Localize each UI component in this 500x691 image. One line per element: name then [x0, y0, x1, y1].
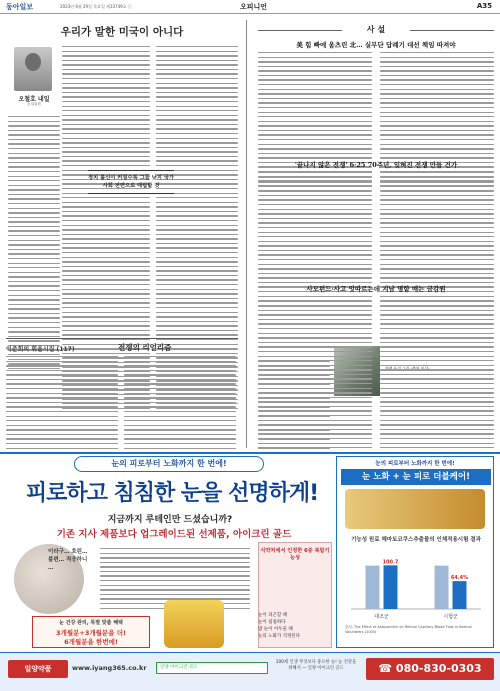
- checklist-item: 눈이 침침하다: [258, 620, 286, 625]
- product-package-image: [164, 600, 224, 648]
- ad-subheadline: 지금까지 루테인만 드셨습니까?: [107, 515, 233, 525]
- section-name: 오피니언: [240, 3, 268, 11]
- chart-bar: [453, 581, 467, 609]
- editorial-headline-1: 美 힘 빠에 움츠린 北… 실무단 답례기 대선 책임 따져야: [296, 41, 456, 49]
- chart-title: 기능성 원료 헤마토코쿠스추출물의 인체적용시험 결과: [351, 537, 481, 543]
- editorial-headline-2: '끝나지 않은 전쟁' 6·25 70주년, 잊혀진 전쟁 만들 건가: [294, 161, 458, 169]
- ad-feature-title: 식약처에서 인정한 6중 복합기능성: [260, 548, 330, 561]
- paper-name: 동아일보: [6, 3, 34, 11]
- ad-side-tagline: 눈의 피로부터 노화까지 한 번에!: [375, 461, 455, 467]
- ad-top-banner: 눈의 피로부터 노화까지 한 번에!: [74, 456, 264, 472]
- masthead: [0, 0, 500, 14]
- poem-series: 이준희의 휘울시집 (117): [6, 346, 75, 353]
- brand-url[interactable]: www.iyang365.co.kr: [72, 664, 147, 672]
- chart-data-label: 100.7: [382, 559, 399, 566]
- divider: [6, 338, 238, 339]
- ad-side-headline: 눈 노화 + 눈 피로 더블케어!: [341, 469, 491, 485]
- ad-checklist: [258, 612, 332, 640]
- issue-date: 2023년 6월 29일 목요일 제33749호 ⓒ: [60, 4, 132, 9]
- editorial-headline-3: 사모펀드·사고 잇따르는데 지남 명함 매는 금감원: [306, 285, 446, 293]
- chart-bar: [366, 566, 380, 609]
- ad-offer-line-2: 6개월분을 한번에!: [64, 638, 118, 646]
- product-bottles-image: [345, 489, 485, 529]
- order-phone[interactable]: ☎ 080-830-0303: [366, 658, 494, 680]
- footer-slogan: 100세 인생 무엇보다 중요한 눈! 눈 건강을 위해서 — 일양 아이크린 골드: [275, 660, 357, 671]
- ad-model-quote: 이라구… 흐린… 불편… 적응하니 …: [48, 549, 88, 571]
- brand-logo: 일양약품: [8, 660, 68, 678]
- author-name: 오철호 내일: [18, 96, 50, 103]
- ad-offer-box: [32, 616, 150, 648]
- author-role: 논설위원: [27, 102, 41, 106]
- poem-body-text: [6, 356, 118, 466]
- chart-bar: [384, 565, 398, 609]
- ad-offer-line-1: 3개월분+3개월분을 더!: [56, 629, 126, 637]
- chart-category-label: 대조군: [374, 614, 389, 620]
- checklist-item: 눈의 노화가 걱정된다: [258, 634, 300, 639]
- column-body-text-left: [8, 116, 60, 372]
- checklist-item: 밤 눈이 어두울 때: [258, 627, 293, 632]
- search-box[interactable]: 일양 아이크린 골드: [156, 662, 268, 674]
- poem-body-text-2: [124, 356, 236, 466]
- result-bar-chart: [347, 547, 485, 621]
- ad-side-panel: [336, 456, 494, 648]
- author-photo: [14, 47, 52, 91]
- study-source-note: 출처: The Effect of Astaxanthin on Retinal Capillary Blood Flow in Normal Volunteers (2005): [345, 625, 472, 634]
- ad-offer-label: 눈 건강 관리, 특별 맞춤 혜택: [59, 620, 123, 626]
- poem-heading: 전쟁의 리얼리즘: [118, 343, 172, 352]
- pull-quote: 정치 불신이 커질수록 그들 낫지 국가 사회 전면으로 대립할 것: [88, 170, 174, 194]
- column-title: 우리가 말한 미국이 아니다: [60, 26, 184, 38]
- chart-category-label: 시험군: [443, 614, 458, 620]
- editorial-banner: 사 설: [258, 24, 494, 36]
- checklist-item: 눈이 피곤할 때: [258, 613, 287, 618]
- column-divider: [246, 20, 247, 448]
- ad-product-line: 기존 지사 제품보다 업그레이드된 선제품, 아이크린 골드: [56, 529, 292, 540]
- chart-bar: [435, 566, 449, 609]
- ad-headline: 피로하고 침침한 눈을 선명하게!: [25, 481, 319, 506]
- page-number: A35: [476, 2, 492, 10]
- chart-data-label: 64.4%: [450, 575, 469, 582]
